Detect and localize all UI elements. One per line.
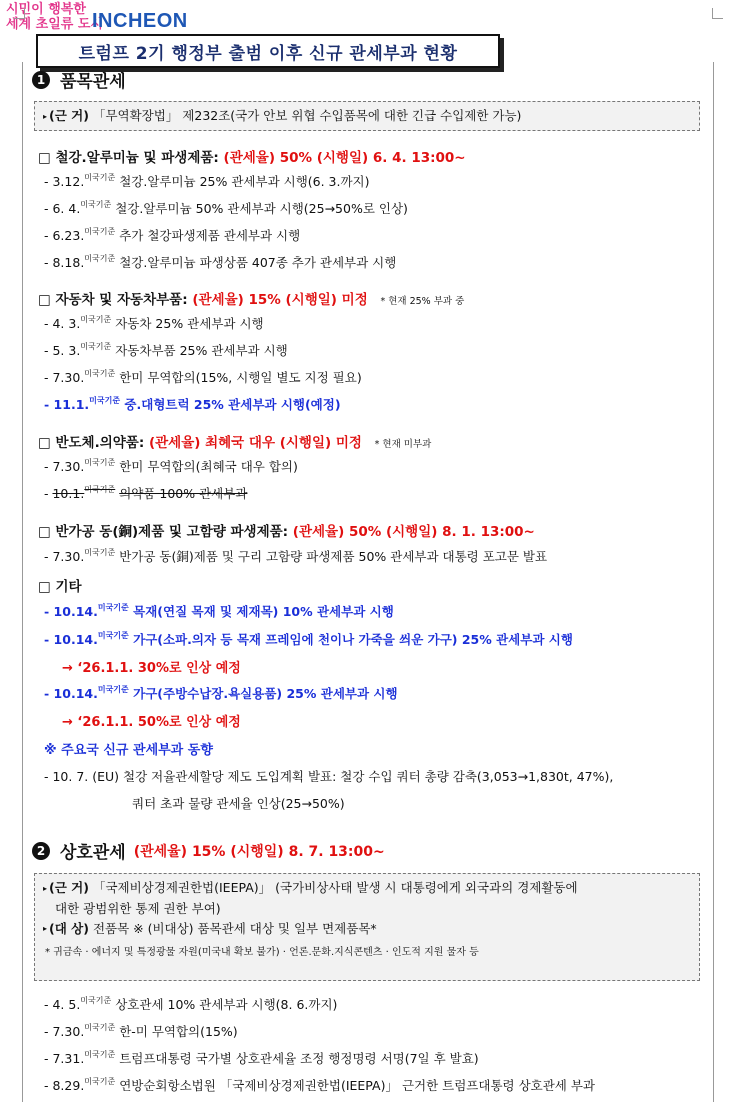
item-date: 10.14.: [53, 632, 98, 647]
group-semiconductor-heading: [38, 431, 431, 451]
group-note: * 현재 미부과: [374, 439, 432, 450]
item-text: 연방순회항소법원 「국제비상경제권한법(IEEPA)」 근거한 트럼프대통령 상호관세 부과: [119, 1078, 595, 1093]
list-item: - 4. 5.$^{미국기준}$ 상호관세 10% 관세부과 시행(8. 6.까지): [44, 996, 338, 1012]
list-item: - 3.12.$^{미국기준}$ 철강.알루미늄 25% 관세부과 시행(6. 3.까지): [44, 173, 370, 189]
item-date: 7.30.: [52, 549, 85, 564]
item-sup: 미국기준: [84, 369, 116, 378]
section1-title: 품목관세: [60, 72, 126, 92]
list-item: - 6. 4.$^{미국기준}$ 철강.알루미늄 50% 관세부과 시행(25→50%로 인상): [44, 200, 408, 216]
basis-label: (대 상): [49, 920, 89, 936]
item-text: 가구(주방수납장.욕실용품) 25% 관세부과 시행: [133, 686, 398, 701]
item-sup: 미국기준: [84, 254, 116, 263]
section1-heading: [32, 67, 126, 92]
item-sup: 미국기준: [97, 685, 129, 694]
section2-number-icon: 2: [32, 842, 50, 860]
group-head: □ 반도체.의약품:: [38, 435, 145, 451]
list-item: - 8.18.$^{미국기준}$ 철강.알루미늄 파생상품 407종 추가 관세부과 시행: [44, 254, 397, 270]
item-text: 가구(소파.의자 등 목재 프레임에 천이나 가죽을 씌운 가구) 25% 관세부과 시행: [133, 632, 573, 647]
group-head: □ 철강.알루미늄 및 파생제품:: [38, 150, 219, 166]
section2-heading: [32, 838, 385, 863]
item-text: 한-미 무역합의(15%): [119, 1024, 238, 1039]
item-text: 의약품 100% 관세부과: [119, 486, 248, 501]
item-sup: 미국기준: [80, 315, 112, 324]
arrow-note: → ‘26.1.1. 50%로 인상 예정: [62, 715, 241, 730]
item-date: 4. 5.: [52, 997, 81, 1012]
group-auto-heading: [38, 288, 464, 308]
item-text: 상호관세 10% 관세부과 시행(8. 6.까지): [115, 997, 338, 1012]
list-item: - 10.14.$^{미국기준}$ 목재(연질 목재 및 제재목) 10% 관세부과 시행: [44, 603, 394, 619]
basis-line: [43, 878, 691, 899]
logo-slogan-line1: 시민이 행복한: [6, 2, 86, 17]
group-copper-heading: [38, 520, 535, 540]
section2-title: 상호관세: [60, 843, 126, 863]
basis-text: 전품목 ※ (비대상) 품목관세 대상 및 일부 면제품목*: [92, 920, 377, 936]
group-note: * 현재 25% 부과 중: [380, 296, 465, 307]
item-sup: 미국기준: [84, 548, 116, 557]
list-item: - 10.14.$^{미국기준}$ 가구(소파.의자 등 목재 프레임에 천이나 가죽을 씌운 가구) 25% 관세부과 시행: [44, 631, 573, 647]
page-corner-mark-left: [14, 8, 25, 19]
list-item: - 8.29.$^{미국기준}$ 연방순회항소법원 「국제비상경제권한법(IEEPA)」 근거한 트럼프대통령 상호관세 부과: [44, 1077, 595, 1093]
group-rate: (관세율) 50% (시행일) 8. 1. 13:00~: [292, 524, 535, 540]
triangle-bullet-icon: ▸: [43, 883, 48, 893]
logo-brand: INCHEON: [92, 10, 188, 32]
item-date: 6. 4.: [52, 201, 81, 216]
item-sup: 미국기준: [97, 603, 129, 612]
item-text: 철강.알루미늄 50% 관세부과 시행(25→50%로 인상): [115, 201, 408, 216]
eu-note-line2: 쿼터 초과 물량 관세율 인상(25→50%): [132, 796, 345, 811]
item-date: 4. 3.: [52, 316, 81, 331]
item-date: 7.30.: [52, 459, 85, 474]
triangle-bullet-icon: ▸: [43, 924, 48, 933]
item-sup: 미국기준: [84, 485, 116, 494]
group-rate: (관세율) 최혜국 대우 (시행일) 미정: [148, 435, 362, 451]
item-sup: 미국기준: [84, 227, 116, 236]
list-item: - 7.30.$^{미국기준}$ 반가공 동(銅)제품 및 구리 고함량 파생제품 50% 관세부과 대통령 포고문 발표: [44, 548, 548, 564]
item-text: 철강.알루미늄 파생상품 407종 추가 관세부과 시행: [119, 255, 397, 270]
item-text: 반가공 동(銅)제품 및 구리 고함량 파생제품 50% 관세부과 대통령 포고문 발표: [119, 549, 548, 564]
section1-basis-box: [34, 101, 700, 131]
basis-text-cont: 대한 광범위한 통제 권한 부여): [55, 900, 221, 916]
incheon-logo: [6, 2, 188, 38]
basis-label: (근 거): [49, 108, 89, 123]
item-sup: 미국기준: [80, 200, 112, 209]
item-text: 중.대형트럭 25% 관세부과 시행(예정): [124, 397, 341, 412]
item-sup: 미국기준: [84, 173, 116, 182]
group-head: □ 반가공 동(銅)제품 및 고함량 파생제품:: [38, 524, 289, 540]
item-text: 자동차 25% 관세부과 시행: [115, 316, 264, 331]
group-rate: (관세율) 15% (시행일) 미정: [192, 292, 368, 308]
section2-basis-box: [34, 873, 700, 981]
item-date: 6.23.: [52, 228, 85, 243]
list-item: - 7.30.$^{미국기준}$ 한-미 무역합의(15%): [44, 1023, 238, 1039]
group-other-heading: [38, 575, 82, 595]
section2-rate: (관세율) 15% (시행일) 8. 7. 13:00~: [133, 843, 385, 860]
document-title: 트럼프 2기 행정부 출범 이후 신규 관세부과 현황: [36, 34, 500, 68]
item-text: 트럼프대통령 국가별 상호관세율 조정 행정명령 서명(7일 후 발효): [119, 1051, 479, 1066]
item-date: 8.18.: [52, 255, 85, 270]
triangle-bullet-icon: ▸: [43, 111, 48, 121]
basis-line: [43, 919, 691, 940]
item-text: 목재(연질 목재 및 제재목) 10% 관세부과 시행: [133, 604, 394, 619]
item-text: 한미 무역합의(최혜국 대우 합의): [119, 459, 298, 474]
item-sup: 미국기준: [80, 996, 112, 1005]
group-head: □ 기타: [38, 579, 82, 595]
item-text: 추가 철강파생제품 관세부과 시행: [119, 228, 301, 243]
item-sup: 미국기준: [84, 458, 116, 467]
major-countries-note-heading: ※ 주요국 신규 관세부과 동향: [44, 743, 213, 758]
list-item: - 7.30.$^{미국기준}$ 한미 무역합의(최혜국 대우 합의): [44, 458, 298, 474]
item-text: 철강.알루미늄 25% 관세부과 시행(6. 3.까지): [119, 174, 370, 189]
list-item: - 5. 3.$^{미국기준}$ 자동차부품 25% 관세부과 시행: [44, 342, 288, 358]
arrow-note: → ‘26.1.1. 30%로 인상 예정: [62, 661, 241, 676]
item-date: 7.30.: [52, 370, 85, 385]
basis-text: 「무역확장법」 제232조(국가 안보 위협 수입품목에 대한 긴급 수입제한 가능): [92, 108, 522, 123]
list-item: - 10.1.$^{미국기준}$ 의약품 100% 관세부과: [44, 485, 248, 501]
page-corner-mark-right: [712, 8, 723, 19]
group-steel-heading: [38, 146, 466, 166]
item-sup: 미국기준: [97, 631, 129, 640]
item-date: 7.31.: [52, 1051, 85, 1066]
list-item: - 11.1.$^{미국기준}$ 중.대형트럭 25% 관세부과 시행(예정): [44, 396, 341, 412]
basis-text: 「국제비상경제권한법(IEEPA)」 (국가비상사태 발생 시 대통령에게 외국과의 경제활동에: [92, 880, 578, 895]
item-date: 10.14.: [53, 686, 98, 701]
group-head: □ 자동차 및 자동차부품:: [38, 292, 188, 308]
list-item: - 4. 3.$^{미국기준}$ 자동차 25% 관세부과 시행: [44, 315, 264, 331]
section1-number-icon: 1: [32, 71, 50, 89]
list-item: - 7.30.$^{미국기준}$ 한미 무역합의(15%, 시행일 별도 지정 필요): [44, 369, 362, 385]
item-sup: 미국기준: [84, 1050, 116, 1059]
item-date: 10.1.: [52, 486, 85, 501]
list-item: - 10.14.$^{미국기준}$ 가구(주방수납장.욕실용품) 25% 관세부과 시행: [44, 685, 398, 701]
item-date: 7.30.: [52, 1024, 85, 1039]
list-item: - 6.23.$^{미국기준}$ 추가 철강파생제품 관세부과 시행: [44, 227, 301, 243]
item-date: 3.12.: [52, 174, 85, 189]
item-sup: 미국기준: [80, 342, 112, 351]
item-date: 5. 3.: [52, 343, 81, 358]
item-date: 10.14.: [53, 604, 98, 619]
item-text: 자동차부품 25% 관세부과 시행: [115, 343, 288, 358]
item-date: 11.1.: [53, 397, 90, 412]
item-sup: 미국기준: [84, 1023, 116, 1032]
group-rate: (관세율) 50% (시행일) 6. 4. 13:00~: [223, 150, 466, 166]
eu-note-line1: - 10. 7. (EU) 철강 저율관세할당 제도 도입계획 발표: 철강 수입 쿼터 총량 감축(3,053→1,830t, 47%),: [44, 769, 614, 784]
item-sup: 미국기준: [84, 1077, 116, 1086]
logo-slogan-line2: 세계 초일류 도시: [6, 17, 103, 32]
list-item: - 7.31.$^{미국기준}$ 트럼프대통령 국가별 상호관세율 조정 행정명령 서명(7일 후 발효): [44, 1050, 479, 1066]
item-date: 8.29.: [52, 1078, 85, 1093]
item-sup: 미국기준: [89, 396, 121, 405]
exempt-items-note: * 귀금속 · 에너지 및 특정광물 자원(미국내 확보 불가) · 언론.문화.지식콘텐츠 · 인도적 지원 물자 등: [45, 947, 479, 958]
basis-label: (근 거): [49, 880, 89, 895]
item-text: 한미 무역합의(15%, 시행일 별도 지정 필요): [119, 370, 362, 385]
